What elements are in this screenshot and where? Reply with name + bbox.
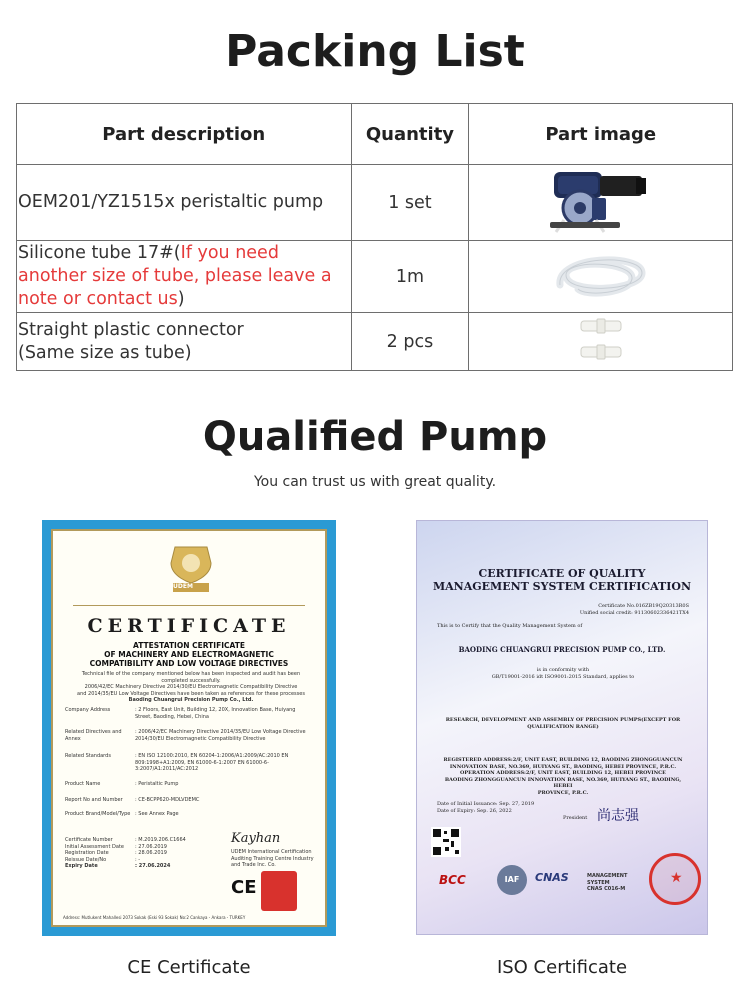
header-part-image: Part image: [469, 104, 733, 165]
ce-cert-no-label: Certificate Number: [65, 837, 113, 843]
ce-intro-text: [63, 671, 319, 704]
iso-addr-line2: INNOVATION BASE, NO.369, HUIYANG ST., BAODING, HEBEI PROVINCE, P.R.C.: [449, 763, 677, 770]
ce-field-value: : Peristaltic Pump: [135, 781, 179, 787]
quantity-tube: 1m: [351, 241, 469, 313]
iso-initial-date: Date of Initial Issuance: Sep. 27, 2019: [437, 801, 535, 807]
ce-cert-no: : M.2019.206.C1664: [135, 837, 186, 843]
quantity-connector: 2 pcs: [351, 313, 469, 371]
qualified-pump-title: Qualified Pump: [202, 414, 548, 460]
ce-footer-text: Address: Mutlukent Mahallesi 2073 Sokak (Eski 93 Sokak) No:2 Cankaya - Ankara - TURKEY: [63, 915, 246, 920]
qr-code-icon: [431, 827, 461, 857]
ce-intro-line2: completed successfully.: [161, 677, 221, 684]
ce-field-label: Product Brand/Model/Type: [65, 811, 131, 817]
ce-certificate-image: [42, 520, 336, 936]
part-description-pump: OEM201/YZ1515x peristaltic pump: [17, 165, 352, 241]
ce-certificate-caption: CE Certificate: [127, 957, 251, 978]
cnas-mgmt-label: [587, 873, 647, 893]
iso-dates-block: [437, 801, 557, 814]
ce-field-value: : 2006/42/EC Machinery Directive 2014/35/EU Low Voltage Directive 2014/30/EU Electromagnetic Compatibility Directive: [135, 729, 306, 742]
iso-scope-line2: QUALIFICATION RANGE): [527, 723, 599, 730]
ce-field-label: Related Directives and Annex: [65, 729, 122, 742]
iso-president-label: President: [563, 815, 588, 821]
ce-field-label: Company Address: [65, 707, 111, 713]
iso-scope-line1: RESEARCH, DEVELOPMENT AND ASSEMBLY OF PRECISION PUMPS(EXCEPT FOR: [445, 717, 681, 723]
iso-addr-line3: OPERATION ADDRESS:2/F, UNIT EAST, BUILDING 12, HEBEI PROVINCE: [460, 770, 666, 776]
iso-certificate-caption: ISO Certificate: [496, 957, 628, 978]
ce-certificate-title: CERTIFICATE: [87, 615, 291, 637]
ce-field-label: Report No and Number: [65, 797, 123, 803]
ce-intro-line4: and 2014/35/EU Low Voltage Directives have been taken as references for these processes: [77, 690, 305, 697]
connector-desc-line2: (Same size as tube): [18, 342, 192, 363]
iso-title-line2: MANAGEMENT SYSTEM CERTIFICATION: [432, 580, 692, 593]
iso-conformity-block: [437, 667, 689, 680]
header-part-description: Part description: [17, 104, 352, 165]
header-quantity: Quantity: [351, 104, 469, 165]
packing-list-title: Packing List: [225, 26, 525, 77]
ce-field-value: : CE-BCPP620-MDLVDEMC: [135, 797, 200, 803]
iaf-logo-icon: IAF: [497, 865, 527, 895]
table-row: [17, 313, 733, 371]
iso-conform-line1: is in conformity with: [536, 667, 590, 673]
ce-field-row: [65, 781, 317, 788]
ce-field-value: : See Annex Page: [135, 811, 179, 817]
quantity-pump: 1 set: [351, 165, 469, 241]
plastic-connector-image: [571, 315, 631, 365]
tube-desc-suffix: ): [177, 289, 185, 309]
ce-field-label: Product Name: [65, 781, 101, 787]
ce-initial-label: Initial Assessment Date: [65, 843, 124, 850]
ce-field-row: [65, 753, 317, 773]
ce-company-name: Baoding Chuangrui Precision Pump Co., Ltd.: [128, 697, 254, 703]
iso-expiry-date: Date of Expiry: Sep. 26, 2022: [437, 807, 512, 814]
iso-certificate-title: [417, 567, 707, 593]
connector-desc-line1: Straight plastic connector: [18, 319, 244, 340]
bcc-logo-icon: BCC: [439, 873, 466, 887]
ce-expiry-label: Expiry Date: [65, 863, 98, 869]
ce-field-value: : 2 Floors, East Unit, Building 12, 20X, Innovation Base, Huiyang Street, Baoding, Hebei, China: [135, 707, 296, 720]
iso-addr-line4: BAODING ZHONGGUANCUN INNOVATION BASE, NO.369, HUIYANG ST., BAODING, HEBEI: [444, 776, 682, 789]
iso-addr-line5: PROVINCE, P.R.C.: [537, 789, 589, 796]
iso-cert-no: Certificate No.016ZB19Q20313R0S: [598, 603, 689, 609]
ce-reg-date: : 28.06.2019: [135, 850, 167, 856]
iso-conform-line2: GB/T19001-2016 idt ISO9001:2015 Standard, applies to: [491, 673, 635, 680]
ce-certificate-body: [51, 529, 327, 927]
iso-cert-number-block: [437, 603, 689, 616]
ce-field-row: [65, 811, 317, 818]
ce-signature: Kayhan: [231, 831, 281, 846]
red-seal-stamp-icon: ★: [649, 853, 701, 905]
silicone-tube-image: [546, 245, 656, 305]
ce-field-label: Related Standards: [65, 753, 111, 759]
part-image-cell: [469, 313, 733, 371]
ce-mark-icon: CE: [231, 877, 257, 898]
iso-credit-code: Unified social credit: 91130602336421TX4: [579, 609, 689, 616]
ce-dates-block: [65, 837, 215, 870]
cnas-mgmt-line1: MANAGEMENT SYSTEM: [587, 873, 628, 886]
divider: [73, 605, 305, 606]
ce-initial-date: : 27.06.2019: [135, 843, 167, 850]
iso-address-block: [437, 757, 689, 796]
ce-sub-line3: COMPATIBILITY AND LOW VOLTAGE DIRECTIVES: [89, 659, 289, 668]
tube-desc-note: If you need another size of tube, please leave a note or contact us: [18, 243, 332, 309]
ce-reissue-label: Reissue Date/No: [65, 856, 107, 863]
cnas-mgmt-line2: CNAS C016-M: [587, 886, 626, 892]
udem-badge-icon: [261, 871, 297, 911]
iso-certificate-image: [416, 520, 708, 935]
ce-expiry-date: : 27.06.2024: [135, 863, 171, 869]
tube-desc-prefix: Silicone tube 17#(: [18, 243, 181, 263]
part-description-connector: [17, 313, 352, 371]
ce-intro-line3: 2006/42/EC Machinery Directive 2014/30/EU Electromagnetic Compatibility Directive: [84, 684, 298, 690]
packing-list-table: [16, 103, 733, 371]
iso-addr-line1: REGISTERED ADDRESS:2/F, UNIT EAST, BUILDING 12, BAODING ZHONGGUANCUN: [443, 757, 683, 763]
udem-logo-text: UDEM: [173, 583, 193, 590]
table-row: [17, 241, 733, 313]
ce-sub-line2: OF MACHINERY AND ELECTROMAGNETIC: [104, 650, 274, 659]
iso-signature: 尚志强: [597, 808, 639, 824]
ce-field-row: [65, 797, 317, 804]
cnas-logo-icon: CNAS: [535, 871, 569, 884]
ce-reg-label: Registration Date: [65, 850, 109, 856]
table-header-row: [17, 104, 733, 165]
part-image-cell: [469, 165, 733, 241]
ce-intro-line1: Technical file of the company mentioned below has been inspected and audit has been: [81, 671, 301, 677]
part-description-tube: [17, 241, 352, 313]
qualified-subtitle: You can trust us with great quality.: [253, 474, 497, 490]
peristaltic-pump-image: [546, 168, 656, 234]
ce-auditor-text: UDEM International Certification Auditing Training Centre Industry and Trade Inc. Co.: [231, 849, 314, 868]
table-row: [17, 165, 733, 241]
iso-title-line1: CERTIFICATE OF QUALITY: [478, 567, 646, 580]
ce-attestation-title: [53, 641, 325, 668]
part-image-cell: [469, 241, 733, 313]
ce-field-row: [65, 729, 317, 742]
ce-reissue-date: : -: [135, 856, 141, 863]
iso-scope-block: [437, 717, 689, 730]
ce-field-value: : EN ISO 12100:2010, EN 60204-1:2006/A1:2009/AC:2010 EN 809:1998+A1:2009, EN 61000-6-1:2007 EN 61000-6-3:2007/A1:2011/AC:2012: [135, 753, 289, 772]
iso-certify-text: This is to Certify that the Quality Management System of: [437, 623, 583, 629]
ce-sub-line1: ATTESTATION CERTIFICATE: [133, 641, 245, 650]
iso-company-name: BAODING CHUANGRUI PRECISION PUMP CO., LTD.: [458, 645, 666, 654]
ce-field-row: [65, 707, 317, 720]
